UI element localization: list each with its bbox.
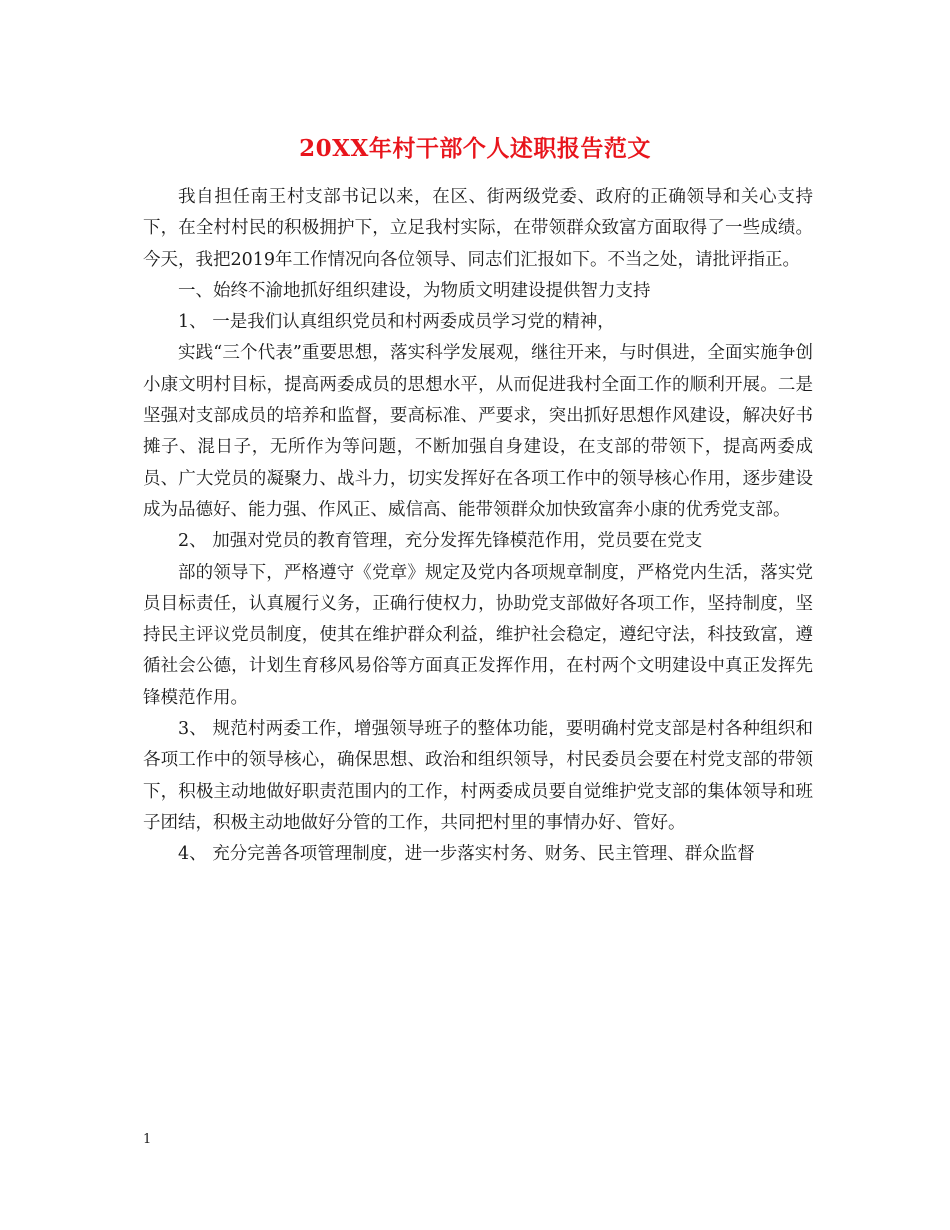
page-number: 1 <box>143 1132 152 1147</box>
document-title: 20XX年村干部个人述职报告范文 <box>299 135 651 162</box>
paragraph-item-2-continued: 部的领导下，严格遵守《党章》规定及党内各项规章制度，严格党内生活，落实党员目标责任，认真履行义务，正确行使权力，协助党支部做好各项工作，坚持制度，坚持民主评议党员制度，使其在维护群众利益，维护社会稳定，遵纪守法，科技致富，遵循社会公德，计划生育移风易俗等方面真正发挥作用，在村两个文明建设中真正发挥先锋模范作用。 <box>143 562 813 708</box>
paragraph-item-4: 4、 充分完善各项管理制度，进一步落实村务、财务、民主管理、群众监督 <box>178 844 755 865</box>
paragraph-item-2: 2、 加强对党员的教育管理，充分发挥先锋模范作用，党员要在党支 <box>178 531 703 552</box>
paragraph-item-3: 3、 规范村两委工作，增强领导班子的整体功能，要明确村党支部是村各种组织和各项工作中的领导核心，确保思想、政治和组织领导，村民委员会要在村党支部的带领下，积极主动地做好职责范围内的工作，村两委成员要自觉维护党支部的集体领导和班子团结，积极主动地做好分管的工作，共同把村里的事情办好、管好。 <box>143 719 813 833</box>
paragraph-section-1-heading: 一、始终不渝地抓好组织建设，为物质文明建设提供智力支持 <box>178 280 651 301</box>
paragraph-item-1: 1、 一是我们认真组织党员和村两委成员学习党的精神， <box>178 312 615 333</box>
paragraph-intro: 我自担任南王村支部书记以来，在区、街两级党委、政府的正确领导和关心支持下，在全村村民的积极拥护下，立足我村实际，在带领群众致富方面取得了一些成绩。今天，我把2019年工作情况向各位领导、同志们汇报如下。不当之处，请批评指正。 <box>143 187 813 270</box>
paragraph-item-1-continued: 实践“三个代表”重要思想，落实科学发展观，继往开来，与时俱进，全面实施争创小康文明村目标，提高两委成员的思想水平，从而促进我村全面工作的顺利开展。二是坚强对支部成员的培养和监督，要高标准、严要求，突出抓好思想作风建设，解决好书摊子、混日子，无所作为等问题，不断加强自身建设，在支部的带领下，提高两委成员、广大党员的凝聚力、战斗力，切实发挥好在各项工作中的领导核心作用，逐步建设成为品德好、能力强、作风正、威信高、能带领群众加快致富奔小康的优秀党支部。 <box>143 343 813 520</box>
document-body <box>143 148 813 871</box>
